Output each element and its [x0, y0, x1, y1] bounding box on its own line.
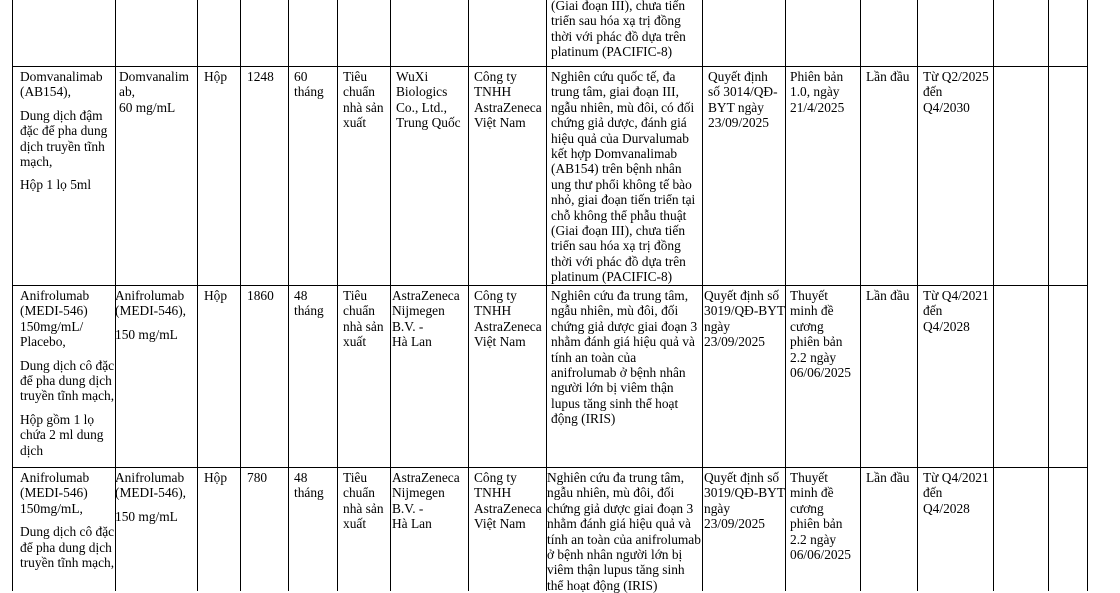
cell-line: trung tâm, giai đoạn III,: [551, 84, 679, 100]
cell-line: ab,: [119, 84, 135, 100]
cell-line: Việt Nam: [474, 516, 526, 532]
cell-line: chứa 2 ml dung: [20, 427, 104, 443]
decision-cell: [708, 69, 778, 131]
manufacturer-cell: [392, 470, 460, 532]
cell-line: Từ Q4/2021: [923, 288, 989, 303]
cell-line: 06/06/2025: [790, 365, 852, 381]
cell-line: 150mg/mL,: [20, 500, 83, 516]
cell-line: ngẫu nhiên, mù đôi, đối: [547, 485, 675, 501]
cell-line: 150 mg/mL: [115, 508, 178, 524]
cell-line: Thuyết: [790, 288, 828, 303]
cell-line: Quyết định số: [704, 470, 780, 485]
import-time-cell: Lần đầu: [866, 69, 910, 84]
cell-line: đến: [923, 303, 943, 319]
cell-line: nhà sản: [343, 318, 384, 334]
cell-line: để pha dung dịch: [20, 373, 112, 389]
cell-line: ngày: [704, 500, 731, 516]
cell-line: Anifrolumab: [115, 288, 185, 303]
cell-line: Quyết định: [708, 69, 768, 84]
cell-line: Placebo,: [20, 334, 66, 350]
cell-line: minh đề: [790, 485, 834, 501]
cell-line: 48: [294, 288, 308, 303]
cell-line: Domvanalim: [119, 69, 189, 84]
cell-line: nhà sản: [343, 500, 384, 516]
cell-line: chứng giả dược, đánh giá: [551, 115, 687, 131]
drug-name-cell: [20, 288, 114, 458]
cell-line: cương: [790, 500, 824, 516]
period-cell: [923, 69, 989, 115]
importer-cell: [474, 470, 542, 532]
cell-line: Thuyết: [790, 470, 828, 485]
cell-line: Co., Ltd.,: [396, 99, 447, 115]
cell-line: viêm thận lupus tăng sinh: [547, 562, 685, 578]
table-column-divider: [917, 0, 918, 591]
quantity-cell: 1248: [247, 69, 274, 84]
cell-line: Trung Quốc: [396, 115, 461, 131]
cell-line: WuXi: [396, 69, 429, 84]
cell-line: (MEDI-546),: [115, 303, 187, 319]
cell-line: 23/09/2025: [708, 115, 770, 131]
cell-line: tháng: [294, 303, 324, 319]
table-column-divider: [702, 0, 703, 591]
cell-line: Hà Lan: [392, 334, 432, 350]
cell-line: AstraZeneca: [474, 500, 542, 516]
cell-line: (Giai đoạn III), chưa tiến: [551, 0, 686, 13]
cell-line: số 3014/QĐ-: [708, 84, 778, 100]
cell-line: thể hoạt động (IRIS): [547, 577, 658, 593]
cell-line: tháng: [294, 485, 324, 501]
table-row-divider: [12, 285, 1087, 286]
cell-line: Việt Nam: [474, 115, 526, 131]
cell-line: B.V. -: [392, 500, 424, 516]
cell-line: chuẩn: [343, 84, 375, 100]
table-column-divider: [390, 0, 391, 591]
importer-cell: [474, 288, 542, 350]
cell-line: AstraZeneca: [392, 470, 460, 485]
quantity-cell: 1860: [247, 288, 274, 303]
table-column-divider: [785, 0, 786, 591]
table-column-divider: [1087, 0, 1088, 591]
import-time-cell: Lần đầu: [866, 288, 910, 303]
cell-line: 48: [294, 470, 308, 485]
cell-line: người lớn bị viêm thận: [551, 380, 674, 396]
cell-line: platinum (PACIFIC-8): [551, 44, 673, 60]
table-column-divider: [337, 0, 338, 591]
cell-line: đến: [923, 84, 943, 100]
quality-standard-cell: [343, 288, 384, 350]
table-row-divider: [12, 66, 1087, 67]
cell-line: 150 mg/mL: [115, 326, 178, 342]
decision-cell: [704, 288, 785, 350]
cell-line: Q4/2028: [923, 500, 970, 516]
protocol-version-cell: [790, 470, 851, 562]
cell-line: nhằm đánh giá hiệu quả và: [551, 334, 695, 350]
cell-line: thời với phác đồ dựa trên: [551, 28, 686, 44]
importer-cell: [474, 69, 542, 131]
cell-line: (MEDI-546): [20, 485, 88, 501]
protocol-version-cell: [790, 69, 844, 115]
cell-line: truyền tĩnh mạch,: [20, 388, 115, 404]
cell-line: Nghiên cứu quốc tế, đa: [551, 69, 676, 84]
table-column-divider: [1048, 0, 1049, 591]
cell-line: phiên bản: [790, 516, 843, 532]
cell-line: dịch truyền tĩnh: [20, 138, 105, 154]
cell-line: 1.0, ngày: [790, 84, 840, 100]
cell-line: triển sau hóa xạ trị đồng: [551, 238, 681, 254]
drug-name-cell: [20, 69, 107, 193]
table-column-divider: [197, 0, 198, 591]
cell-line: nhằm đánh giá hiệu quả và: [547, 516, 691, 532]
trial-description-cell: [547, 470, 701, 593]
cell-line: TNHH: [474, 84, 512, 100]
table-row-divider: [12, 467, 1087, 468]
cell-line: để pha dung dịch: [20, 539, 112, 555]
trial-description-cell: [551, 288, 697, 427]
cell-line: Quyết định số: [704, 288, 780, 303]
unit-cell: Hộp: [204, 69, 228, 84]
unit-cell: Hộp: [204, 470, 228, 485]
cell-line: 06/06/2025: [790, 547, 852, 563]
cell-line: cương: [790, 318, 824, 334]
cell-line: AstraZeneca: [474, 318, 542, 334]
cell-line: 60 mg/mL: [119, 99, 176, 115]
cell-line: dịch: [20, 442, 44, 458]
cell-line: ngày: [704, 318, 731, 334]
protocol-version-cell: [790, 288, 851, 380]
shelf-life-cell: [294, 69, 324, 100]
cell-line: chỗ không thể phẫu thuật: [551, 207, 687, 223]
cell-line: Anifrolumab: [20, 470, 90, 485]
quantity-cell: 780: [247, 470, 268, 485]
cell-line: ngẫu nhiên, mù đôi, đối: [551, 303, 679, 319]
cell-line: Tiêu: [343, 288, 368, 303]
cell-line: hiệu quả của Durvalumab: [551, 130, 689, 146]
cell-line: nhỏ, giai đoạn tiến triển tại: [551, 192, 696, 208]
cell-line: ở bệnh nhân người lớn bị: [547, 547, 683, 563]
cell-line: 60: [294, 69, 308, 84]
cell-line: Q4/2028: [923, 318, 970, 334]
cell-line: Công ty: [474, 288, 517, 303]
shelf-life-cell: [294, 470, 324, 501]
cell-line: 23/09/2025: [704, 516, 766, 532]
cell-line: Công ty: [474, 470, 517, 485]
table-column-divider: [240, 0, 241, 591]
cell-line: Tiêu: [343, 69, 368, 84]
cell-line: 150mg/mL/: [20, 318, 84, 334]
cell-line: Công ty: [474, 69, 517, 84]
quality-standard-cell: [343, 69, 384, 131]
quality-standard-cell: [343, 470, 384, 532]
cell-line: Anifrolumab: [115, 470, 185, 485]
table-column-divider: [860, 0, 861, 591]
cell-line: 2.2 ngày: [790, 531, 837, 547]
cell-line: Từ Q2/2025: [923, 69, 989, 84]
cell-line: Nghiên cứu đa trung tâm,: [551, 288, 689, 303]
cell-line: chứng giả dược giai đoạn 3: [551, 318, 698, 334]
cell-line: platinum (PACIFIC-8): [551, 269, 673, 285]
cell-line: Anifrolumab: [20, 288, 90, 303]
cell-line: Domvanalimab: [20, 69, 103, 84]
table-column-divider: [993, 0, 994, 591]
cell-line: xuất: [343, 115, 367, 131]
cell-line: Nijmegen: [392, 485, 445, 501]
cell-line: 3019/QĐ-BYT: [704, 303, 786, 319]
cell-line: phiên bản: [790, 334, 843, 350]
cell-line: truyền tĩnh mạch,: [20, 555, 115, 571]
cell-line: 23/09/2025: [704, 334, 766, 350]
cell-line: ngẫu nhiên, mù đôi, có đối: [551, 99, 695, 115]
cell-line: xuất: [343, 334, 367, 350]
cell-line: nhà sản: [343, 99, 384, 115]
cell-line: Tiêu: [343, 470, 368, 485]
cell-line: TNHH: [474, 485, 512, 501]
decision-cell: [704, 470, 785, 532]
drug-name-cell: [20, 470, 114, 570]
cell-line: tháng: [294, 84, 324, 100]
cell-line: 2.2 ngày: [790, 349, 837, 365]
cell-line: kết hợp Domvanalimab: [551, 146, 678, 162]
trial-description-continued: [551, 0, 686, 60]
cell-line: (Giai đoạn III), chưa tiến: [551, 223, 686, 239]
unit-cell: Hộp: [204, 288, 228, 303]
cell-line: (MEDI-546): [20, 303, 88, 319]
cell-line: Hộp gồm 1 lọ: [20, 411, 95, 427]
cell-line: Dung dịch cô đặc: [20, 357, 115, 373]
cell-line: ung thư phổi không tế bào: [551, 176, 692, 192]
cell-line: thời với phác đồ dựa trên: [551, 253, 686, 269]
manufacturer-cell: [392, 288, 460, 350]
active-ingredient-cell: [115, 288, 186, 342]
cell-line: B.V. -: [392, 318, 424, 334]
shelf-life-cell: [294, 288, 324, 319]
cell-line: Nijmegen: [392, 303, 445, 319]
manufacturer-cell: [396, 69, 461, 131]
period-cell: [923, 470, 989, 516]
cell-line: động (IRIS): [551, 411, 616, 427]
cell-line: tính an toàn của: [551, 349, 637, 365]
cell-line: Việt Nam: [474, 334, 526, 350]
active-ingredient-cell: [115, 470, 186, 524]
cell-line: BYT ngày: [708, 99, 764, 115]
cell-line: AstraZeneca: [474, 99, 542, 115]
cell-line: minh đề: [790, 303, 834, 319]
cell-line: 3019/QĐ-BYT: [704, 485, 786, 501]
cell-line: chứng giả dược giai đoạn 3: [547, 500, 694, 516]
cell-line: AstraZeneca: [392, 288, 460, 303]
cell-line: mạch,: [20, 154, 53, 170]
cell-line: anifrolumab ở bệnh nhân: [551, 365, 686, 381]
cell-line: 21/4/2025: [790, 99, 845, 115]
cell-line: xuất: [343, 516, 367, 532]
cell-line: Hà Lan: [392, 516, 432, 532]
period-cell: [923, 288, 989, 334]
cell-line: đặc để pha dung: [20, 123, 108, 139]
cell-line: triển sau hóa xạ trị đồng: [551, 13, 681, 29]
cell-line: Nghiên cứu đa trung tâm,: [547, 470, 685, 485]
cell-line: chuẩn: [343, 303, 375, 319]
table-column-divider: [12, 0, 13, 591]
cell-line: TNHH: [474, 303, 512, 319]
active-ingredient-cell: [119, 69, 189, 115]
cell-line: (AB154) trên bệnh nhân: [551, 161, 682, 177]
import-time-cell: Lần đầu: [866, 470, 910, 485]
cell-line: đến: [923, 485, 943, 501]
cell-line: Dung dịch cô đặc: [20, 524, 115, 540]
cell-line: tính an toàn của anifrolumab: [547, 531, 701, 547]
table-column-divider: [468, 0, 469, 591]
cell-line: Dung dịch đậm: [20, 107, 103, 123]
cell-line: Q4/2030: [923, 99, 970, 115]
trial-description-cell: [551, 69, 695, 285]
cell-line: (AB154),: [20, 84, 71, 100]
cell-line: chuẩn: [343, 485, 375, 501]
cell-line: (MEDI-546),: [115, 485, 187, 501]
cell-line: Hộp 1 lọ 5ml: [20, 177, 92, 193]
table-column-divider: [288, 0, 289, 591]
cell-line: Từ Q4/2021: [923, 470, 989, 485]
cell-line: Biologics: [396, 84, 448, 100]
cell-line: Phiên bản: [790, 69, 844, 84]
cell-line: lupus tăng sinh thể hoạt: [551, 395, 679, 411]
